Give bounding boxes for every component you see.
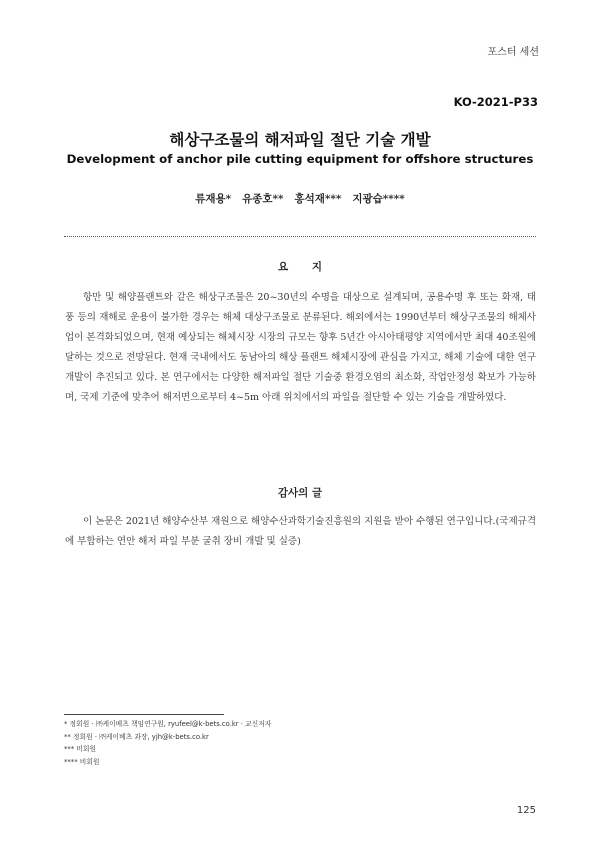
- author-name: 지광습****: [352, 193, 405, 205]
- author-list: [0, 191, 600, 206]
- acknowledgement-paragraph: 이 논문은 2021년 해양수산부 재원으로 해양수산과학기술진흥원의 지원을 받아 수행된 연구입니다.(국제규격에 부합하는 연안 해저 파일 부분 굴취 장비 개발 및 실증): [65, 516, 536, 547]
- abstract-heading: 요 지: [278, 261, 332, 273]
- abstract-paragraph: 항만 및 해양플랜트와 같은 해상구조물은 20~30년의 수명을 대상으로 설계되며, 공용수명 후 또는 화재, 태풍 등의 재해로 운용이 불가한 경우는 해체 대상구조물로 분류된다. 해외에서는 1990년부터 해상구조물의 해체사업이 본격화되었으며, 현재 예상되는 해체시장 시장의 규모는 향후 5년간 아시아태평양 지역에서만 최대 40조원에 달하는 것으로 전망된다. 현재 국내에서도 동남아의 해상 플랜트 해체시장에 관심을 가지고, 해체 기술에 대한 연구개발이 추진되고 있다. 본 연구에서는 다양한 해저파일 절단 기술중 환경오염의 최소화, 작업안정성 확보가 가능하며, 국제 기준에 맞추어 해저면으로부터 4~5m 아래 위치에서의 파일을 절단할 수 있는 기술을 개발하였다.: [65, 292, 536, 403]
- author-name: 류재용*: [195, 193, 232, 205]
- section-divider: [64, 236, 536, 237]
- footnote-divider: [64, 714, 224, 715]
- acknowledgement-body: [65, 512, 536, 552]
- abstract-body: [65, 288, 536, 408]
- footnote: * 정회원 · ㈜케이베츠 책임연구원, ryufeel@k-bets.co.kr · 교신저자: [64, 720, 272, 728]
- acknowledgement-heading: 감사의 글: [277, 487, 323, 499]
- paper-title-english: Development of anchor pile cutting equipment for offshore structures: [66, 152, 534, 166]
- page-number: 125: [516, 805, 536, 816]
- footnote: ** 정회원 · ㈜케이베츠 과장, yjh@k-bets.co.kr: [64, 732, 209, 741]
- author-name: 홍석재***: [294, 193, 342, 205]
- footnote: *** 비회원: [64, 745, 97, 753]
- author-name: 유종호**: [242, 193, 284, 205]
- paper-code: KO-2021-P33: [453, 95, 538, 109]
- footnotes: [64, 718, 484, 768]
- section-label: 포스터 세션: [487, 47, 539, 58]
- paper-title-korean: 해상구조물의 해저파일 절단 기술 개발: [169, 131, 431, 149]
- footnote: **** 비회원: [64, 757, 100, 766]
